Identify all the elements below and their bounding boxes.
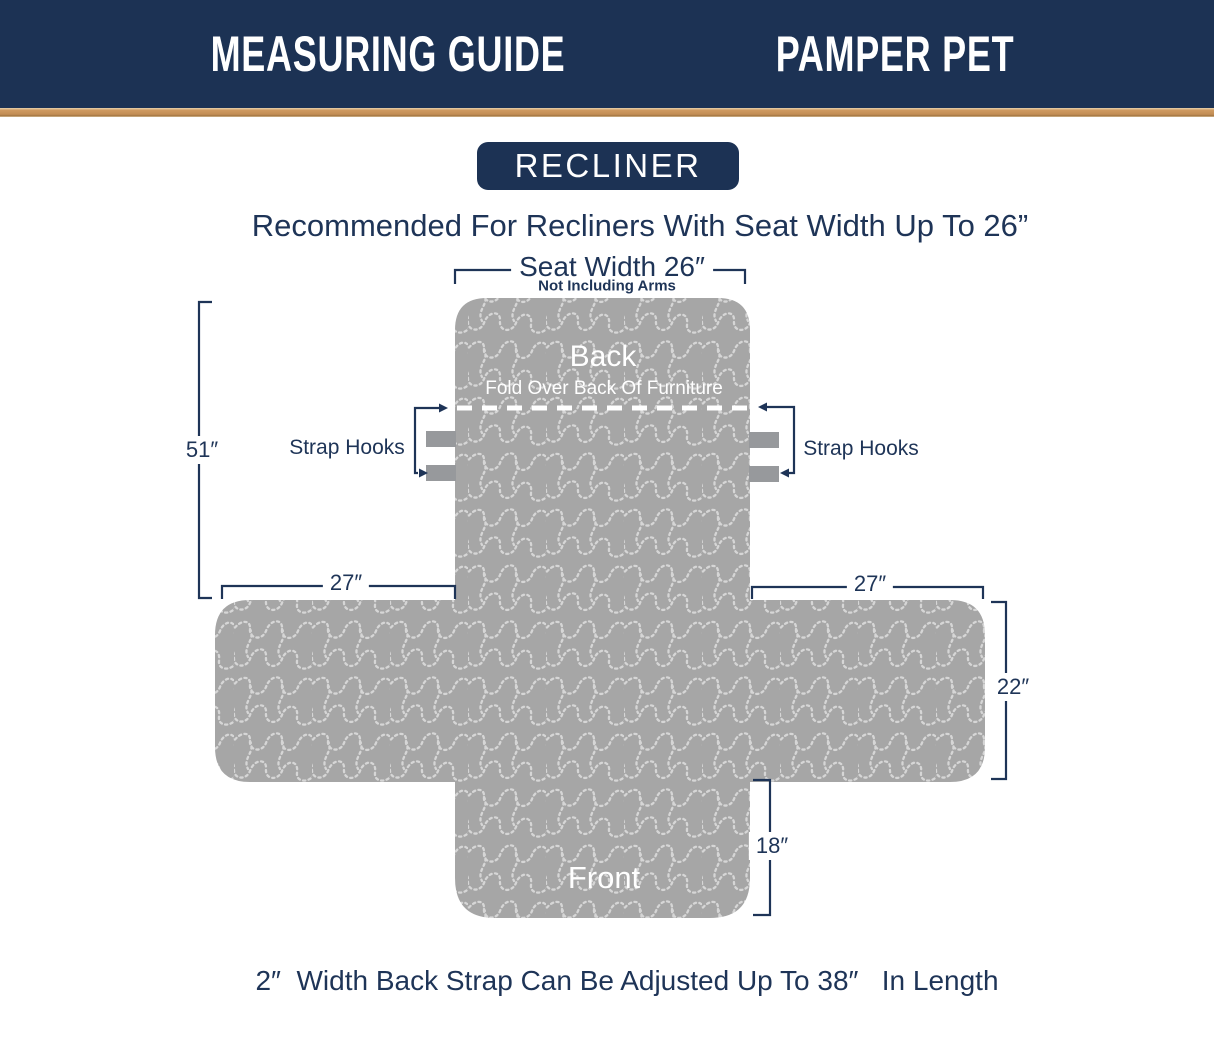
header-title-brand: PAMPER PET <box>775 26 1015 82</box>
strap-tab-left-upper <box>426 431 456 447</box>
back-section-label: Back <box>569 340 637 373</box>
arrow-right-top-icon <box>758 403 767 412</box>
recliner-badge-label: RECLINER <box>514 147 702 184</box>
strap-tab-left-lower <box>426 465 456 481</box>
strap-tab-right-lower <box>749 466 779 482</box>
arrow-left-top-icon <box>439 404 448 413</box>
total-length-label: 51″ <box>179 436 225 464</box>
recommendation-text: Recommended For Recliners With Seat Width Up To 26” <box>251 208 1029 243</box>
header-title-measuring-guide: MEASURING GUIDE <box>210 26 566 82</box>
back-strap-note: 2″ Width Back Strap Can Be Adjusted Up To 38″ In Length <box>255 965 999 996</box>
seat-width-note: Not Including Arms <box>538 277 676 295</box>
strap-hooks-label-left: Strap Hooks <box>289 436 405 459</box>
right-arm-width-label: 27″ <box>847 570 893 598</box>
fold-over-note: Fold Over Back Of Furniture <box>485 378 723 399</box>
front-section-label: Front <box>567 860 641 895</box>
seat-width-label: Seat Width 26″ <box>511 251 713 283</box>
strap-hooks-label-right: Strap Hooks <box>803 437 919 460</box>
strap-tab-right-upper <box>749 432 779 448</box>
left-arm-width-label: 27″ <box>323 569 369 597</box>
arrow-right-bottom-icon <box>780 469 789 478</box>
front-drop-label: 18″ <box>749 832 795 860</box>
arm-height-label: 22″ <box>990 673 1036 701</box>
